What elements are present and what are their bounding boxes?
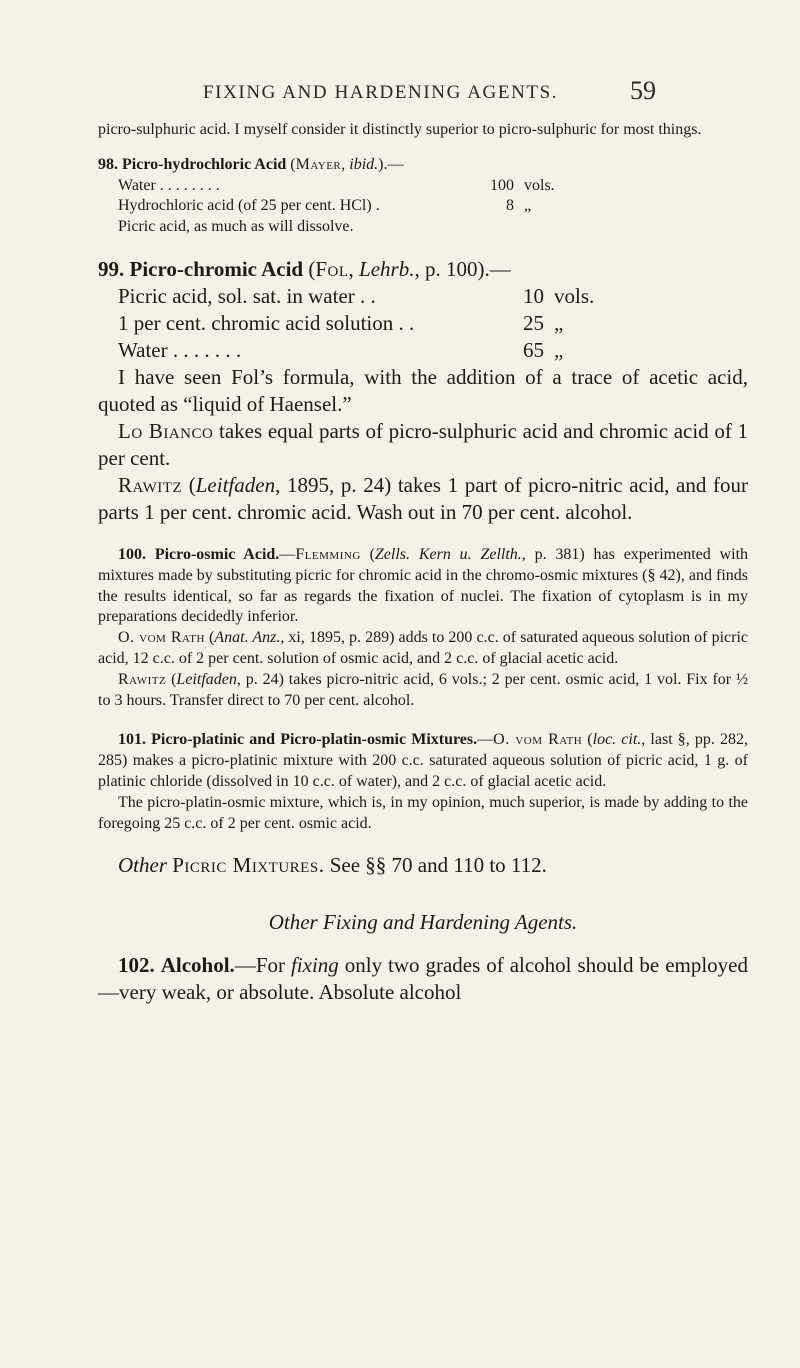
paragraph-text: only two grades of alcohol should be employed—very weak, or absolute. Absolute alcohol xyxy=(98,953,749,1005)
citation-open: ( xyxy=(286,155,296,173)
ingredient: 1 per cent. chromic acid solution . . xyxy=(118,310,415,335)
section-101 xyxy=(98,730,748,834)
ingredient: Picric acid, sol. sat. in water . . xyxy=(118,283,376,308)
recipe-99 xyxy=(118,283,748,364)
citation-close: , p. 100).— xyxy=(414,256,511,281)
running-head: FIXING AND HARDENING AGENTS. xyxy=(203,82,559,103)
recipe-98 xyxy=(118,176,748,238)
recipe-row xyxy=(118,176,748,197)
continuation-paragraph: picro-sulphuric acid. I myself consider it distinctly superior to picro-sulphuric for most things. xyxy=(98,121,702,138)
paragraph xyxy=(98,628,748,670)
section-101-paragraph xyxy=(98,730,748,792)
unit: „ xyxy=(554,337,564,362)
paragraph-text: , last §, pp. 282, 285) makes a picro-platinic mixture with 200 c.c. saturated aqueous solution of picric acid, 1 g. of platinic chloride (dissolved in 10 c.c. of water), and 2 c.c. of glacial acetic acid. xyxy=(98,731,749,790)
paragraph-text: takes equal parts of picro-sulphuric acid and chromic acid of 1 per cent. xyxy=(98,418,748,470)
emphasis: fixing xyxy=(290,953,339,978)
ingredient: Water . . . . . . . . xyxy=(118,176,220,194)
unit: vols. xyxy=(524,176,555,194)
page-body xyxy=(98,120,748,1006)
citation-ref: Lehrb. xyxy=(359,256,415,281)
dash: — xyxy=(279,545,296,563)
quantity: 8 xyxy=(506,197,514,215)
citation-open: ( xyxy=(166,670,177,688)
author-name: O. vom Rath xyxy=(118,629,205,647)
paragraph xyxy=(98,472,748,526)
paragraph xyxy=(98,418,748,472)
recipe-row xyxy=(118,310,748,337)
page-number: 59 xyxy=(630,76,656,105)
citation-open: ( xyxy=(182,472,196,497)
section-title: Alcohol. xyxy=(160,953,235,978)
author-name: Rawitz xyxy=(118,670,167,688)
section-98 xyxy=(98,155,748,238)
citation-ref: Anat. Anz. xyxy=(214,629,281,647)
paragraph xyxy=(98,670,748,712)
paragraph-text: , 1895, p. 24) takes 1 part of picro-nitric acid, and four parts 1 per cent. chromic acid. Wash out in 70 per cent. alcohol. xyxy=(98,472,748,524)
citation-ref: ibid. xyxy=(349,155,379,173)
quantity: 100 xyxy=(490,176,514,194)
citation-ref: Leitfaden xyxy=(176,670,237,688)
page-header xyxy=(0,76,800,110)
unit: vols. xyxy=(554,283,595,308)
citation-author: Mayer xyxy=(295,155,342,173)
citation-open: ( xyxy=(582,731,593,749)
citation-separator: , xyxy=(348,256,360,281)
author-name: O. vom Rath xyxy=(493,731,583,749)
section-number: 101. xyxy=(118,731,146,749)
section-100 xyxy=(98,545,748,711)
paragraph: The picro-platin-osmic mixture, which is, in my opinion, much superior, is made by adding to the foregoing 25 c.c. of 2 per cent. osmic acid. xyxy=(98,793,748,832)
section-number: 98. xyxy=(98,155,118,173)
author-name: Rawitz xyxy=(118,472,183,497)
section-title: Picro-chromic Acid xyxy=(129,256,304,281)
quantity: 65 xyxy=(523,337,544,362)
recipe-row xyxy=(118,337,748,364)
cross-reference xyxy=(98,852,748,879)
citation-close: ).— xyxy=(378,155,404,173)
citation-separator: , xyxy=(341,155,350,173)
citation-open: ( xyxy=(303,256,316,281)
section-title: Picro-hydrochloric Acid xyxy=(122,155,287,173)
dash: — xyxy=(477,731,494,749)
citation-open: ( xyxy=(204,629,215,647)
unit: „ xyxy=(524,197,532,215)
citation-ref: Zells. Kern u. Zellth. xyxy=(374,545,522,563)
cross-ref-text: See §§ 70 and 110 to 112. xyxy=(324,853,547,878)
paragraph-text: , xi, 1895, p. 289) adds to 200 c.c. of saturated aqueous solution of picric acid, 12 c.c. of 2 per cent. solution of osmic acid, and 2 c.c. of glacial acetic acid. xyxy=(98,629,748,667)
cross-ref-title: Picric Mixtures. xyxy=(172,853,325,878)
citation-ref: Leitfaden xyxy=(195,472,276,497)
quantity: 25 xyxy=(523,310,544,335)
ingredient: Water . . . . . . . xyxy=(118,337,242,362)
quantity: 10 xyxy=(523,283,544,308)
paragraph-text: , p. 24) takes picro-nitric acid, 6 vols.; 2 per cent. osmic acid, 1 vol. Fix for ½ to 3 hours. Transfer direct to 70 per cent. alcohol. xyxy=(98,670,749,709)
unit: „ xyxy=(554,310,564,335)
dash: —For xyxy=(234,953,291,978)
section-title: Picro-osmic Acid. xyxy=(154,545,280,563)
paragraph-text: , p. 381) has experimented with mixtures made by substituting picric for chromic acid in the chromo-osmic mixtures (§ 42), and finds the results identical, so far as regards the fixation of nuclei. The fixation of cytoplasm is in my preparations decidedly inferior. xyxy=(98,545,749,626)
cross-ref-lead: Other xyxy=(118,853,167,878)
subheading: Other Fixing and Hardening Agents. xyxy=(268,910,578,935)
section-number: 99. xyxy=(98,256,125,281)
section-102-paragraph xyxy=(98,952,748,1006)
ingredient: Hydrochloric acid (of 25 per cent. HCl) . xyxy=(118,197,380,215)
citation-author: Fol xyxy=(315,256,349,281)
section-100-paragraph xyxy=(98,545,748,628)
recipe-row xyxy=(118,196,748,217)
recipe-row xyxy=(118,283,748,310)
author-name: Lo Bianco xyxy=(118,418,214,443)
section-number: 100. xyxy=(118,545,146,563)
recipe-note: Picric acid, as much as will dissolve. xyxy=(118,218,354,236)
section-98-heading xyxy=(98,155,748,176)
paragraph: I have seen Fol’s formula, with the addition of a trace of acetic acid, quoted as “liquid of Haensel.” xyxy=(98,364,748,416)
author-name: Flemming xyxy=(295,545,361,563)
section-number: 102. xyxy=(118,953,155,978)
section-99-heading xyxy=(98,256,748,283)
citation-open: ( xyxy=(360,545,375,563)
section-title: Picro-platinic and Picro-platin-osmic Mixtures. xyxy=(151,731,478,749)
citation-ref: loc. cit. xyxy=(592,731,642,749)
section-99 xyxy=(98,256,748,526)
